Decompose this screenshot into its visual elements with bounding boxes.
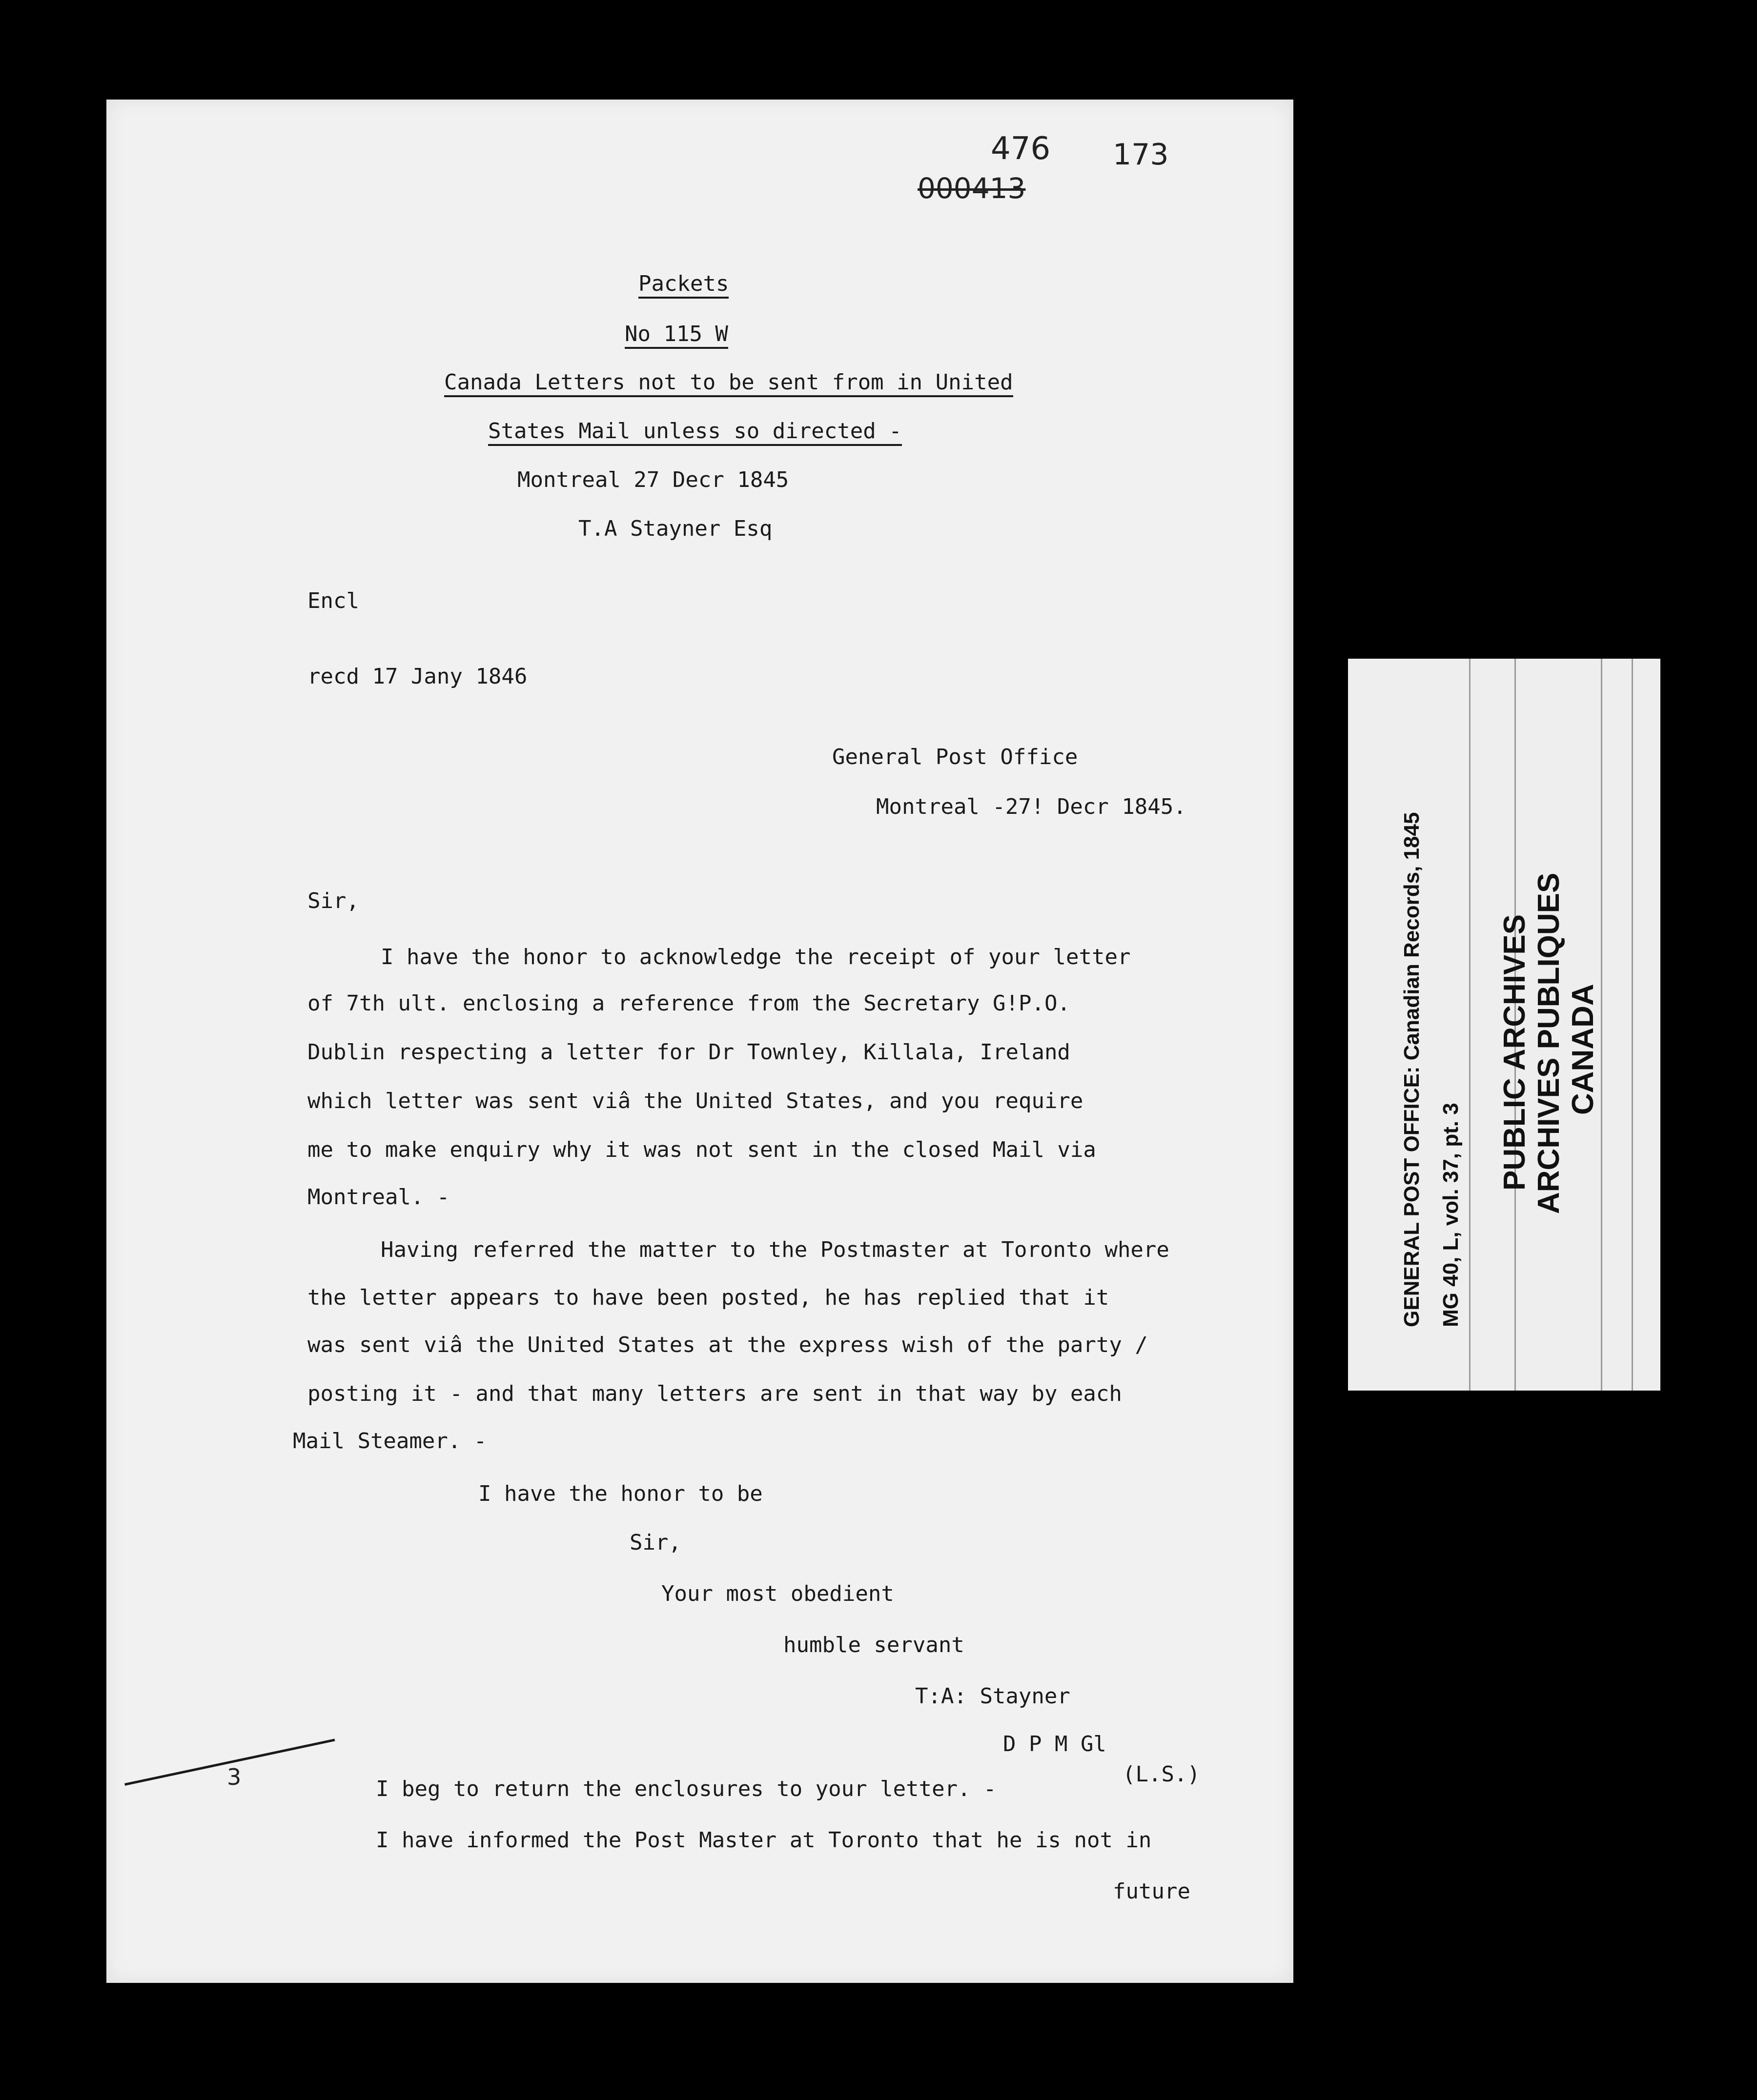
signatory-title: D P M Gl <box>1003 1732 1106 1757</box>
letterhead-office: General Post Office <box>832 745 1078 769</box>
old-folio-number: 000413 <box>918 172 1026 205</box>
postscript-line: I have informed the Post Master at Toronto that he is not in <box>376 1828 1152 1853</box>
closing-line-4: humble servant <box>783 1633 964 1657</box>
closing-line-2: Sir, <box>630 1530 681 1555</box>
postscript-line: I beg to return the enclosures to your letter. - <box>376 1777 997 1801</box>
heading-number: No 115 W <box>625 323 728 349</box>
seal-mark: (L.S.) <box>1123 1762 1200 1787</box>
margin-note: 3 <box>227 1764 242 1790</box>
catchword: future <box>1113 1879 1190 1904</box>
paragraph-1-line: me to make enquiry why it was not sent in the closed Mail via <box>307 1137 1096 1162</box>
archive-rubric-line-1: PUBLIC ARCHIVES <box>1498 914 1532 1191</box>
archive-rubric-line-3: CANADA <box>1566 984 1600 1115</box>
enclosure-note: Encl <box>307 588 359 613</box>
paragraph-1-line: which letter was sent viâ the United States, and you require <box>307 1089 1083 1113</box>
received-note: recd 17 Jany 1846 <box>307 664 528 689</box>
closing-line-3: Your most obedient <box>661 1581 894 1606</box>
folio-corner-number: 173 <box>1113 138 1169 172</box>
salutation: Sir, <box>307 888 359 913</box>
paragraph-2-line: was sent viâ the United States at the express wish of the party / <box>307 1333 1148 1357</box>
heading-place-date: Montreal 27 Decr 1845 <box>517 467 789 492</box>
paragraph-2-line: Having referred the matter to the Postmaster at Toronto where <box>381 1237 1169 1262</box>
heading-subject: Packets <box>638 273 729 299</box>
heading-description-line-2: States Mail unless so directed - <box>488 421 902 446</box>
paragraph-1-line: Montreal. - <box>307 1185 450 1210</box>
label-band <box>1601 659 1633 1391</box>
heading-addressee: T.A Stayner Esq <box>578 516 773 541</box>
paragraph-1-line: of 7th ult. enclosing a reference from the Secretary G!P.O. <box>307 991 1070 1016</box>
archive-rubric-line-2: ARCHIVES PUBLIQUES <box>1532 872 1566 1214</box>
paragraph-2-line: the letter appears to have been posted, he has replied that it <box>307 1285 1109 1310</box>
letterhead-date: Montreal -27! Decr 1845. <box>876 794 1186 819</box>
paragraph-2-line: Mail Steamer. - <box>293 1429 487 1454</box>
paragraph-2-line: posting it - and that many letters are sent in that way by each <box>307 1381 1122 1406</box>
paragraph-1-line: I have the honor to acknowledge the receipt of your letter <box>381 945 1131 969</box>
archive-label-line-2: MG 40, L, vol. 37, pt. 3 <box>1439 1103 1463 1327</box>
archive-label-line-1: GENERAL POST OFFICE: Canadian Records, 1845 <box>1400 812 1424 1327</box>
closing-line-1: I have the honor to be <box>478 1481 763 1506</box>
paragraph-1-line: Dublin respecting a letter for Dr Townley, Killala, Ireland <box>307 1040 1070 1065</box>
signature: T:A: Stayner <box>915 1684 1070 1709</box>
heading-description-line-1: Canada Letters not to be sent from in United <box>444 372 1013 397</box>
folio-number: 476 <box>991 131 1051 167</box>
